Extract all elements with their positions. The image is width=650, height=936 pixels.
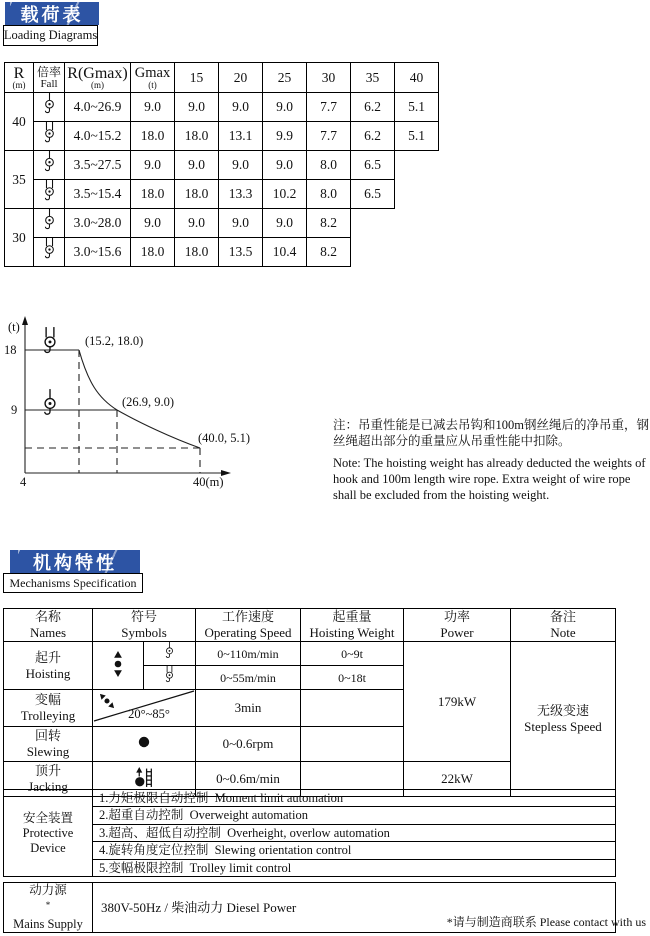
load-cell: 8.0 (307, 180, 351, 209)
hoisting-row-1 (4, 642, 616, 666)
table-row (5, 209, 439, 238)
empty-cell (351, 209, 395, 238)
safety-row (4, 860, 616, 877)
load-cell: 9.0 (263, 151, 307, 180)
safety-item-3: 3.超高、超低自动控制 Overheight, overlow automation (93, 825, 616, 842)
radius-30-cell: 30 (5, 209, 34, 267)
slewing-symbol-icon (93, 727, 196, 762)
load-cell: 9.9 (263, 122, 307, 151)
y-tick-18: 18 (4, 343, 17, 357)
col-header-radius: R (m) (5, 63, 34, 93)
footnote-star: * (45, 900, 51, 910)
load-cell: 9.0 (175, 93, 219, 122)
load-cell: 5.1 (395, 93, 439, 122)
note-english: Note: The hoisting weight has already deducted the weights of hook and 100m length wire rope. Extra weight of wire rope shall be excluded from the hoisting weight. (333, 456, 646, 502)
range-cell: 4.0~26.9 (65, 93, 131, 122)
load-cell: 9.0 (219, 93, 263, 122)
gmax-cell: 9.0 (131, 151, 175, 180)
jacking-name: 顶升 Jacking (4, 762, 93, 797)
col-header-r15: 15 (175, 63, 219, 93)
y-axis-arrow (22, 316, 28, 325)
double-fall-icon (45, 327, 55, 352)
double-fall-icon (34, 238, 65, 267)
col-header-r30: 30 (307, 63, 351, 93)
empty-weight-cell (301, 727, 404, 762)
hoisting-note (333, 417, 650, 503)
range-cell: 3.0~15.6 (65, 238, 131, 267)
jacking-power-cell: 22kW (404, 762, 511, 797)
col-header-weight: 起重量 Hoisting Weight (301, 609, 404, 642)
slewing-speed: 0~0.6rpm (196, 727, 301, 762)
load-cell: 13.3 (219, 180, 263, 209)
load-table-header-row (5, 63, 439, 93)
col-header-gmax: Gmax (t) (131, 63, 175, 93)
load-cell: 9.0 (263, 93, 307, 122)
gmax-cell: 18.0 (131, 238, 175, 267)
load-cell: 7.7 (307, 122, 351, 151)
single-fall-icon (34, 93, 65, 122)
hoisting-speed-1: 0~110m/min (196, 642, 301, 666)
load-cell: 18.0 (175, 122, 219, 151)
load-cell: 13.1 (219, 122, 263, 151)
load-cell: 6.2 (351, 122, 395, 151)
range-cell: 3.5~15.4 (65, 180, 131, 209)
load-section-title-en: Loading Diagrams (3, 25, 98, 46)
gmax-cell: 18.0 (131, 180, 175, 209)
load-curve-chart (0, 312, 335, 507)
y-axis-unit-label: (t) (8, 320, 20, 334)
hoisting-weight-2: 0~18t (301, 666, 404, 690)
spec-header-row (4, 609, 616, 642)
mains-supply-value: 380V-50Hz / 柴油动力 Diesel Power (93, 883, 616, 933)
mechanisms-spec-table (3, 608, 616, 797)
safety-item-5: 5.变幅极限控制 Trolley limit control (93, 860, 616, 877)
col-header-rgmax: R(Gmax) (m) (65, 63, 131, 93)
empty-cell (351, 238, 395, 267)
load-cell: 8.2 (307, 209, 351, 238)
col-header-power: 功率 Power (404, 609, 511, 642)
slewing-name: 回转 Slewing (4, 727, 93, 762)
load-cell: 18.0 (175, 238, 219, 267)
col-header-symbols: 符号 Symbols (93, 609, 196, 642)
gmax-cell: 9.0 (131, 93, 175, 122)
radius-35-cell: 35 (5, 151, 34, 209)
safety-item-4: 4.旋转角度定位控制 Slewing orientation control (93, 842, 616, 860)
x-origin-label: 4 (20, 475, 27, 489)
hoisting-weight-1: 0~9t (301, 642, 404, 666)
y-tick-9: 9 (11, 403, 18, 417)
load-cell: 9.0 (175, 209, 219, 238)
empty-cell (395, 180, 439, 209)
col-header-fall: 倍率 Fall (34, 63, 65, 93)
load-cell: 8.0 (307, 151, 351, 180)
safety-row (4, 807, 616, 825)
double-fall-icon (34, 122, 65, 151)
mains-supply-label: 动力源 * Mains Supply (4, 883, 93, 933)
single-fall-icon (34, 151, 65, 180)
power-main-cell: 179kW (404, 642, 511, 762)
safety-row (4, 790, 616, 807)
hoisting-speed-2: 0~55m/min (196, 666, 301, 690)
load-cell: 8.2 (307, 238, 351, 267)
col-header-speed: 工作速度 Operating Speed (196, 609, 301, 642)
empty-cell (395, 151, 439, 180)
jacking-speed: 0~0.6m/min (196, 762, 301, 797)
load-cell: 6.2 (351, 93, 395, 122)
load-cell: 13.5 (219, 238, 263, 267)
double-fall-icon (144, 666, 196, 690)
single-fall-icon (144, 642, 196, 666)
radius-40-cell: 40 (5, 93, 34, 151)
col-header-r20: 20 (219, 63, 263, 93)
mech-section-title-en: Mechanisms Specification (3, 573, 143, 593)
protective-device-label: 安全装置 Protective Device (4, 790, 93, 877)
mech-section-title-zh: 机构特性 (10, 550, 140, 573)
trolleying-symbol (93, 690, 196, 727)
hoisting-name: 起升 Hoisting (4, 642, 93, 690)
diagonal-arrow-icon (98, 692, 116, 710)
trolleying-speed: 3min (196, 690, 301, 727)
empty-weight-cell (301, 690, 404, 727)
safety-item-1: 1.力矩极限自动控制 Moment limit automation (93, 790, 616, 807)
table-row (5, 151, 439, 180)
table-row (5, 180, 439, 209)
range-cell: 4.0~15.2 (65, 122, 131, 151)
point-label-1: (15.2, 18.0) (85, 334, 144, 348)
double-fall-icon (34, 180, 65, 209)
load-cell: 9.0 (219, 209, 263, 238)
range-cell: 3.5~27.5 (65, 151, 131, 180)
col-header-r40: 40 (395, 63, 439, 93)
luffing-angle-label: 20°~85° (128, 707, 170, 721)
safety-item-2: 2.超重自动控制 Overweight automation (93, 807, 616, 825)
gmax-cell: 18.0 (131, 122, 175, 151)
table-row (5, 122, 439, 151)
load-section-title-zh: 载荷表 (5, 2, 99, 25)
x-end-label: 40(m) (193, 475, 224, 489)
stepless-speed-note-cell: 无级变速 Stepless Speed (511, 642, 616, 797)
safety-row (4, 842, 616, 860)
load-cell: 6.5 (351, 180, 395, 209)
safety-row (4, 825, 616, 842)
load-cell: 9.0 (175, 151, 219, 180)
col-header-names: 名称 Names (4, 609, 93, 642)
trolleying-name: 变幅 Trolleying (4, 690, 93, 727)
load-table (4, 62, 439, 267)
load-cell: 10.2 (263, 180, 307, 209)
table-row (5, 238, 439, 267)
range-cell: 3.0~28.0 (65, 209, 131, 238)
load-cell: 9.0 (263, 209, 307, 238)
gmax-cell: 9.0 (131, 209, 175, 238)
table-row (5, 93, 439, 122)
empty-cell (395, 238, 439, 267)
safety-devices-table (3, 789, 616, 877)
load-cell: 9.0 (219, 151, 263, 180)
load-cell: 5.1 (395, 122, 439, 151)
note-chinese: 注：吊重性能是已减去吊钩和100m钢丝绳后的净吊重，钢丝绳超出部分的重量应从吊重性能中扣除。 (333, 418, 649, 448)
col-header-r35: 35 (351, 63, 395, 93)
footer-note: *请与制造商联系 Please contact with us (446, 915, 646, 929)
point-label-2: (26.9, 9.0) (122, 395, 175, 409)
empty-cell (395, 209, 439, 238)
load-cell: 6.5 (351, 151, 395, 180)
load-cell: 18.0 (175, 180, 219, 209)
single-fall-icon (34, 209, 65, 238)
load-cell: 10.4 (263, 238, 307, 267)
point-label-3: (40.0, 5.1) (198, 431, 251, 445)
col-header-note: 备注 Note (511, 609, 616, 642)
col-header-r25: 25 (263, 63, 307, 93)
hoisting-updown-arrow-icon (93, 642, 144, 690)
load-cell: 7.7 (307, 93, 351, 122)
